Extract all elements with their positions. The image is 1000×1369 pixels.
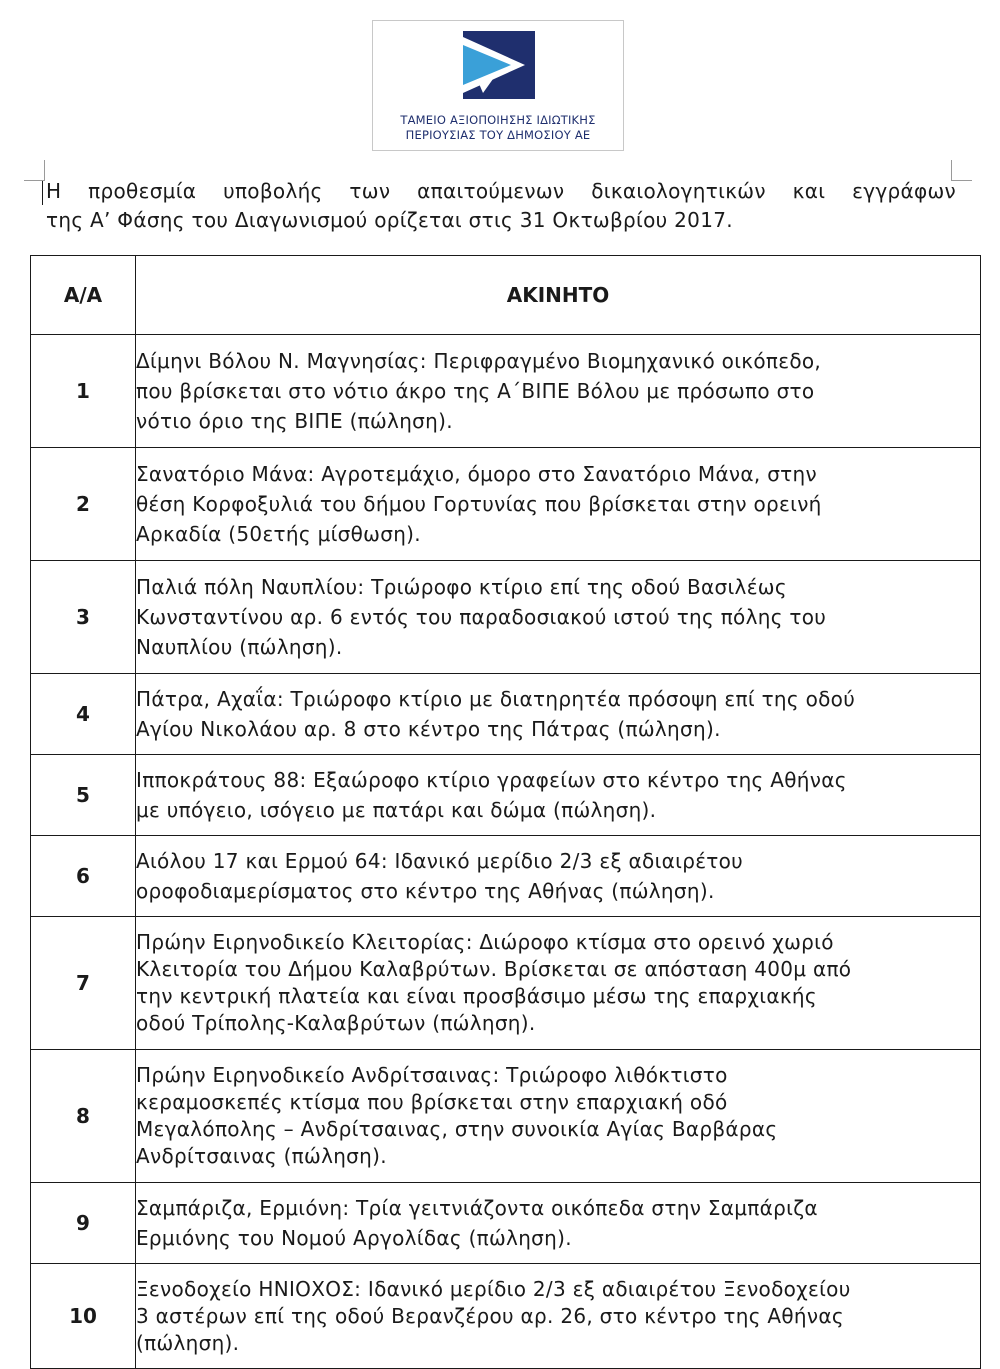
table-row	[31, 1264, 981, 1369]
row-number: 10	[31, 1264, 136, 1369]
row-number: 8	[31, 1050, 136, 1183]
intro-line-1: Η προθεσμία υποβολής των απαιτούμενων δικαιολογητικών και εγγράφων	[46, 179, 956, 203]
row-number: 2	[31, 448, 136, 561]
row-description: Πρώην Ειρηνοδικείο Κλειτορίας: Διώροφο κτίσμα στο ορεινό χωριό Κλειτορία του Δήμου Καλαβρύτων. Βρίσκεται σε απόσταση 400μ από την κεντρική πλατεία και είναι προσβάσιμο μέσω της επαρχιακής οδού Τρίπολης-Καλαβρύτων (πώληση).	[136, 917, 981, 1050]
table-row	[31, 1183, 981, 1264]
properties-table	[30, 255, 981, 1369]
row-description: Πρώην Ειρηνοδικείο Ανδρίτσαινας: Τριώροφο λιθόκτιστο κεραμοσκεπές κτίσμα που βρίσκεται στην επαρχιακή οδό Μεγαλόπολης – Ανδρίτσαινας, στην συνοικία Αγίας Βαρβάρας Ανδρίτσαινας (πώληση).	[136, 1050, 981, 1183]
row-number: 7	[31, 917, 136, 1050]
row-description: Ιπποκράτους 88: Εξαώροφο κτίριο γραφείων στο κέντρο της Αθήνας με υπόγειο, ισόγειο με πατάρι και δώμα (πώληση).	[136, 755, 981, 836]
table-row	[31, 674, 981, 755]
row-number: 3	[31, 561, 136, 674]
intro-line-2: της Α’ Φάσης του Διαγωνισμού ορίζεται στις 31 Οκτωβρίου 2017.	[46, 208, 733, 232]
header-number: Α/Α	[31, 256, 136, 335]
row-description: Σανατόριο Μάνα: Αγροτεμάχιο, όμορο στο Σανατόριο Μάνα, στην θέση Κορφοξυλιά του δήμου Γορτυνίας που βρίσκεται στην ορεινή Αρκαδία (50ετής μίσθωση).	[136, 448, 981, 561]
logo-text-line2: ΠΕΡΙΟΥΣΙΑΣ ΤΟΥ ΔΗΜΟΣΙΟΥ ΑΕ	[405, 128, 591, 142]
logo-triangle-icon	[463, 31, 535, 99]
row-description: Σαμπάριζα, Ερμιόνη: Τρία γειτνιάζοντα οικόπεδα στην Σαμπάριζα Ερμιόνης του Νομού Αργολίδας (πώληση).	[136, 1183, 981, 1264]
page-margin-mark-left	[24, 160, 45, 181]
table-row	[31, 561, 981, 674]
row-number: 4	[31, 674, 136, 755]
header-property: ΑΚΙΝΗΤΟ	[136, 256, 981, 335]
row-number: 9	[31, 1183, 136, 1264]
table-row	[31, 917, 981, 1050]
row-description: Ξενοδοχείο ΗΝΙΟΧΟΣ: Ιδανικό μερίδιο 2/3 εξ αδιαιρέτου Ξενοδοχείου 3 αστέρων επί της οδού Βερανζέρου αρ. 26, στο κέντρο της Αθήνας (πώληση).	[136, 1264, 981, 1369]
row-description: Πάτρα, Αχαΐα: Τριώροφο κτίριο με διατηρητέα πρόσοψη επί της οδού Αγίου Νικολάου αρ. 8 στο κέντρο της Πάτρας (πώληση).	[136, 674, 981, 755]
table-row	[31, 1050, 981, 1183]
logo	[372, 20, 624, 151]
row-number: 5	[31, 755, 136, 836]
table-header-row	[31, 256, 981, 335]
logo-text-line1: ΤΑΜΕΙΟ ΑΞΙΟΠΟΙΗΣΗΣ ΙΔΙΩΤΙΚΗΣ	[400, 113, 596, 127]
table-row	[31, 335, 981, 448]
row-number: 6	[31, 836, 136, 917]
table-row	[31, 448, 981, 561]
row-description: Αιόλου 17 και Ερμού 64: Ιδανικό μερίδιο 2/3 εξ αδιαιρέτου οροφοδιαμερίσματος στο κέντρο της Αθήνας (πώληση).	[136, 836, 981, 917]
table-row	[31, 755, 981, 836]
row-number: 1	[31, 335, 136, 448]
intro-paragraph[interactable]	[46, 177, 956, 235]
row-description: Δίμηνι Βόλου Ν. Μαγνησίας: Περιφραγμένο Βιομηχανικό οικόπεδο, που βρίσκεται στο νότιο άκρο της Α΄ΒΙΠΕ Βόλου με πρόσωπο στο νότιο όριο της ΒΙΠΕ (πώληση).	[136, 335, 981, 448]
table-row	[31, 836, 981, 917]
row-description: Παλιά πόλη Ναυπλίου: Τριώροφο κτίριο επί της οδού Βασιλέως Κωνσταντίνου αρ. 6 εντός του παραδοσιακού ιστού της πόλης του Ναυπλίου (πώληση).	[136, 561, 981, 674]
text-cursor	[42, 181, 43, 205]
